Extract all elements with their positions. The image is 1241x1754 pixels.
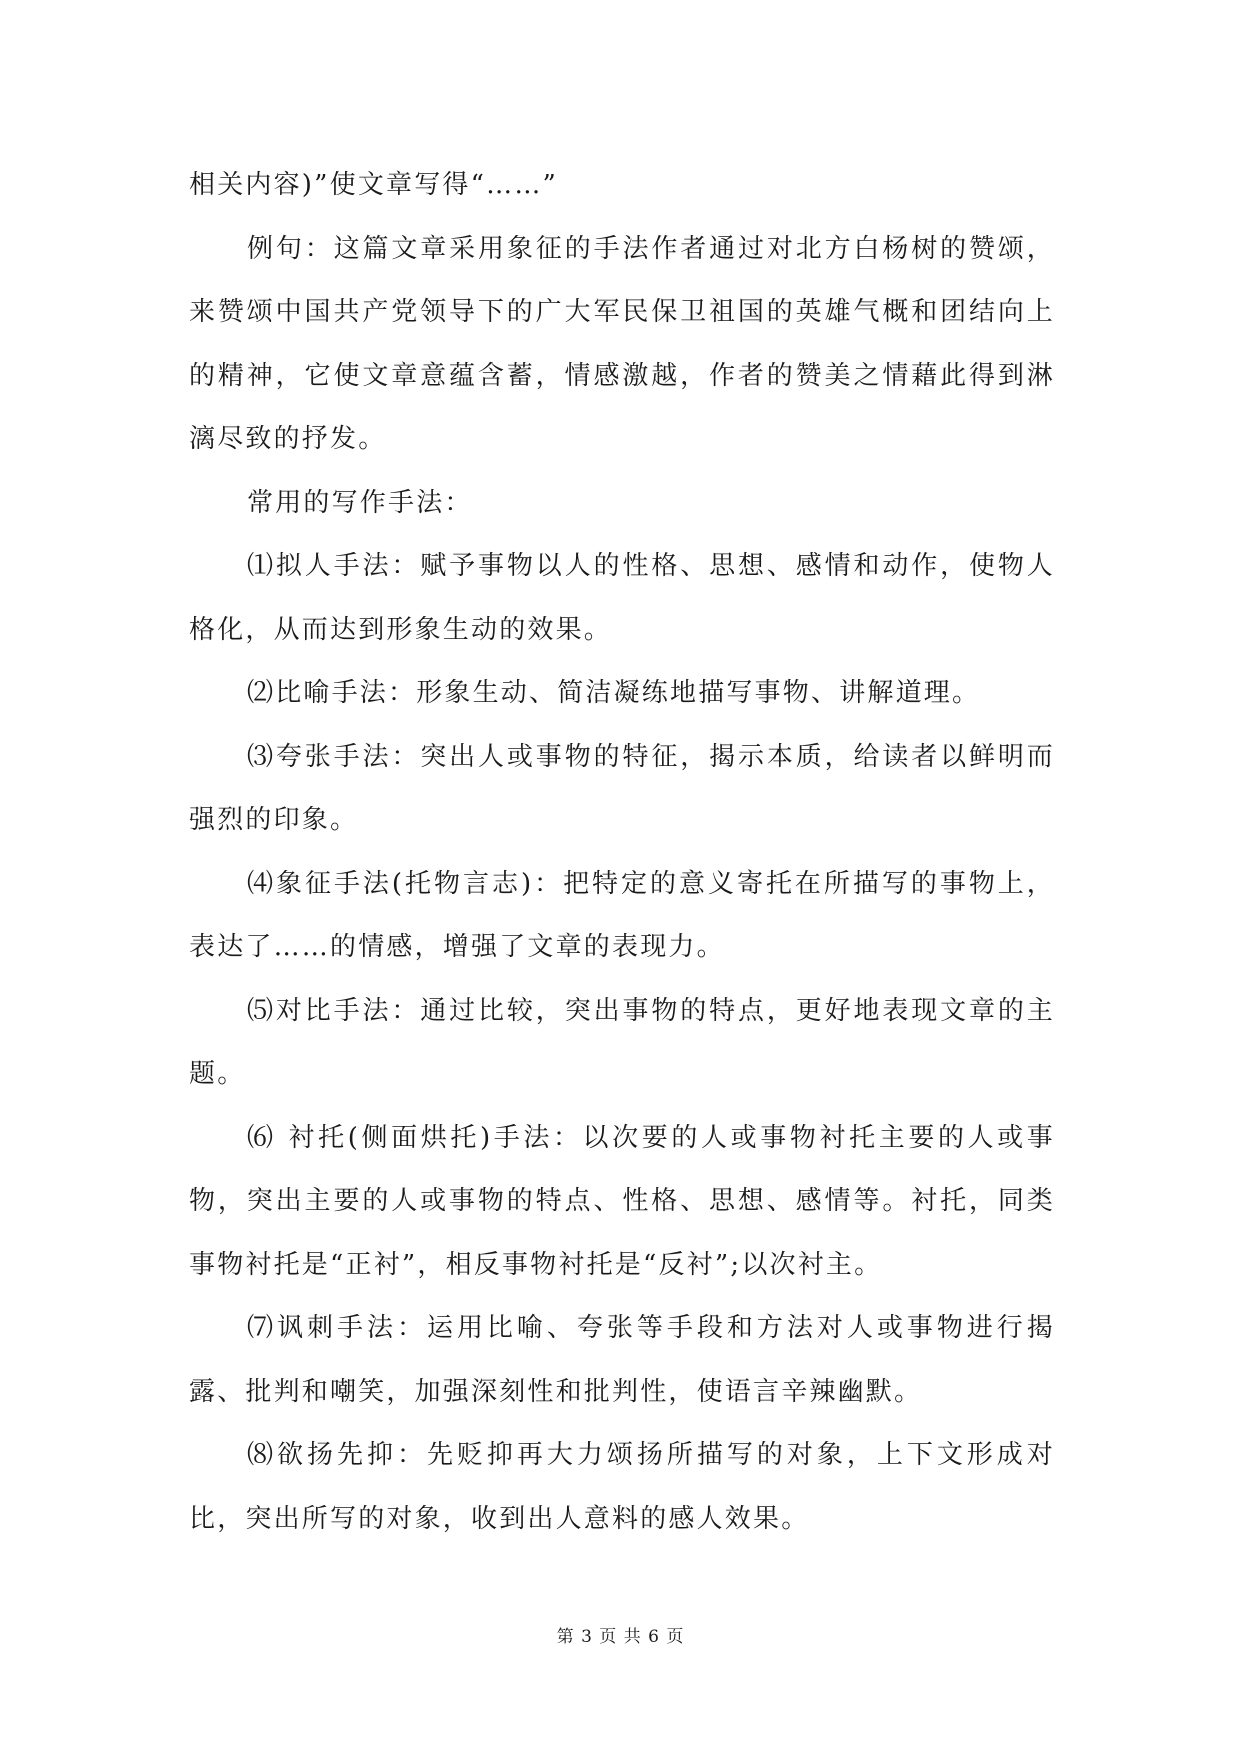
paragraph-foil: ⑹ 衬托(侧面烘托)手法：以次要的人或事物衬托主要的人或事物，突出主要的人或事物的特点、性格、思想、感情等。衬托，同类事物衬托是“正衬”，相反事物衬托是“反衬”;以次衬主。 bbox=[189, 1122, 1055, 1280]
paragraph-heading-techniques: 常用的写作手法： bbox=[247, 487, 473, 518]
paragraph-metaphor: ⑵比喻手法：形象生动、简洁凝练地描写事物、讲解道理。 bbox=[247, 678, 981, 708]
paragraph-suppress-then-praise: ⑻欲扬先抑：先贬抑再大力颂扬所描写的对象，上下文形成对比，突出所写的对象，收到出人意料的感人效果。 bbox=[189, 1440, 1055, 1534]
page-number-footer: 第 3 页 共 6 页 bbox=[556, 1627, 685, 1647]
paragraph-example-sentence: 例句：这篇文章采用象征的手法作者通过对北方白杨树的赞颂，来赞颂中国共产党领导下的广大军民保卫祖国的英雄气概和团结向上的精神，它使文章意蕴含蓄，情感激越，作者的赞美之情藉此得到淋漓尽致的抒发。 bbox=[189, 233, 1055, 454]
document-body bbox=[189, 154, 1055, 1551]
paragraph-symbolism: ⑷象征手法(托物言志)：把特定的意义寄托在所描写的事物上，表达了……的情感，增强了文章的表现力。 bbox=[189, 868, 1055, 962]
paragraph-satire: ⑺讽刺手法：运用比喻、夸张等手段和方法对人或事物进行揭露、批判和嘲笑，加强深刻性和批判性，使语言辛辣幽默。 bbox=[189, 1313, 1055, 1407]
paragraph-exaggeration: ⑶夸张手法：突出人或事物的特征，揭示本质，给读者以鲜明而强烈的印象。 bbox=[189, 741, 1055, 835]
paragraph-personification: ⑴拟人手法：赋予事物以人的性格、思想、感情和动作，使物人格化，从而达到形象生动的效果。 bbox=[189, 551, 1055, 645]
paragraph-continuation: 相关内容)”使文章写得“……” bbox=[189, 170, 559, 200]
paragraph-contrast: ⑸对比手法：通过比较，突出事物的特点，更好地表现文章的主题。 bbox=[189, 995, 1055, 1089]
